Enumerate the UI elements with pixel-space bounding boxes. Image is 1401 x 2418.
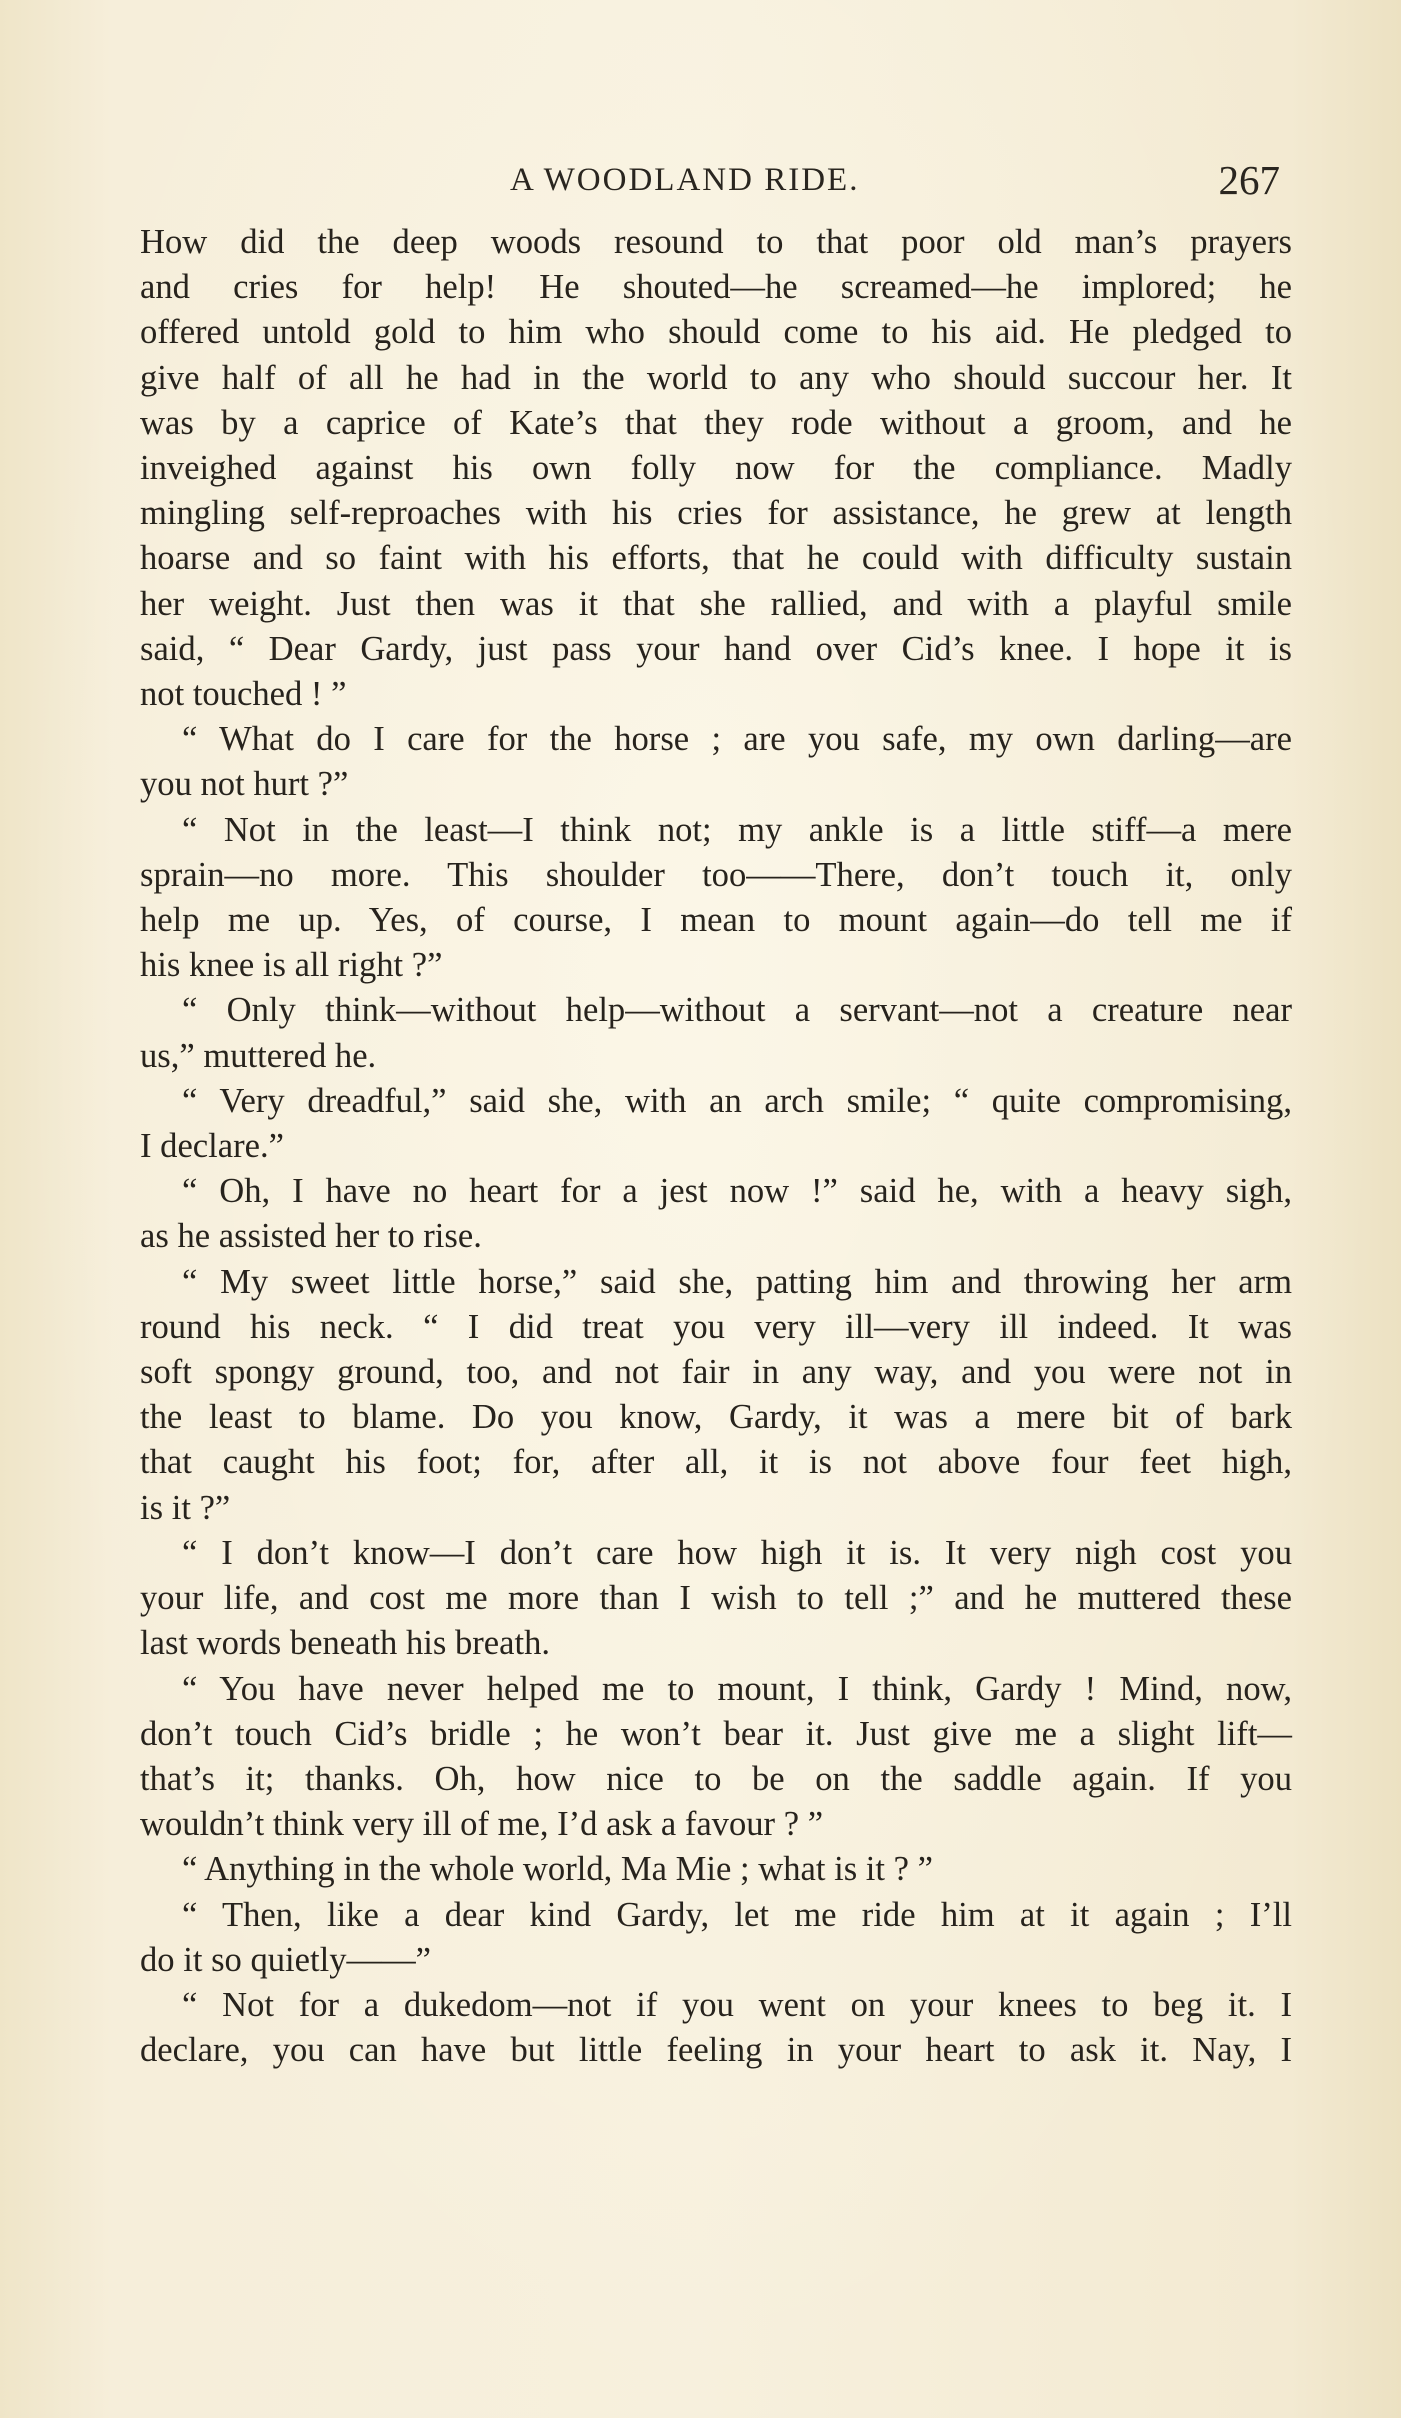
body-text — [140, 220, 1292, 2073]
text-line: “ Not in the least—I think not; my ankle is a little stiff—a mere — [182, 810, 1292, 849]
paragraph — [140, 1079, 1292, 1169]
paragraph — [140, 1169, 1292, 1259]
text-line: is it ?” — [140, 1488, 231, 1527]
text-line: “ My sweet little horse,” said she, patting him and throwing her arm — [182, 1262, 1292, 1301]
text-line: offered untold gold to him who should come to his aid. He pledged to — [140, 313, 1292, 352]
text-line: the least to blame. Do you know, Gardy, it was a mere bit of bark — [140, 1398, 1292, 1437]
text-line: hoarse and so faint with his efforts, that he could with difficulty sustain — [140, 539, 1292, 578]
text-line: us,” muttered he. — [140, 1036, 377, 1075]
text-line: that caught his foot; for, after all, it is not above four feet high, — [140, 1443, 1292, 1482]
text-line: not touched ! ” — [140, 675, 347, 714]
text-line: do it so quietly——” — [140, 1940, 432, 1979]
text-line: soft spongy ground, too, and not fair in any way, and you were not in — [140, 1353, 1292, 1392]
text-line: “ Only think—without help—without a servant—not a creature near — [182, 991, 1292, 1030]
text-line: her weight. Just then was it that she rallied, and with a playful smile — [140, 584, 1292, 623]
text-line: “ Very dreadful,” said she, with an arch smile; “ quite compromising, — [182, 1081, 1292, 1120]
text-line: as he assisted her to rise. — [140, 1217, 482, 1256]
text-line: give half of all he had in the world to any who should succour her. It — [140, 358, 1292, 397]
text-line: “ You have never helped me to mount, I think, Gardy ! Mind, now, — [182, 1669, 1292, 1708]
text-line: that’s it; thanks. Oh, how nice to be on the saddle again. If you — [140, 1759, 1292, 1798]
text-line: help me up. Yes, of course, I mean to mount again—do tell me if — [140, 901, 1292, 940]
text-line: your life, and cost me more than I wish to tell ;” and he muttered these — [140, 1579, 1292, 1618]
paragraph — [140, 988, 1292, 1078]
text-line: “ Oh, I have no heart for a jest now !” said he, with a heavy sigh, — [182, 1172, 1292, 1211]
paragraph — [140, 1983, 1292, 2073]
paragraph — [140, 808, 1292, 989]
paragraph — [140, 1531, 1292, 1667]
text-line: “ Anything in the whole world, Ma Mie ; what is it ? ” — [182, 1850, 933, 1889]
paragraph — [140, 220, 1292, 717]
running-title: A WOODLAND RIDE. — [510, 162, 860, 198]
text-line: don’t touch Cid’s bridle ; he won’t bear it. Just give me a slight lift— — [140, 1714, 1292, 1753]
paragraph — [140, 1260, 1292, 1531]
text-line: mingling self-reproaches with his cries for assistance, he grew at length — [140, 494, 1292, 533]
page-header — [510, 150, 1280, 210]
text-line: declare, you can have but little feeling in your heart to ask it. Nay, I — [140, 2031, 1292, 2070]
text-line: and cries for help! He shouted—he screamed—he implored; he — [140, 268, 1292, 307]
paragraph — [140, 1667, 1292, 1848]
paragraph — [140, 1893, 1292, 1983]
text-line: last words beneath his breath. — [140, 1624, 551, 1663]
text-line: “ I don’t know—I don’t care how high it is. It very nigh cost you — [182, 1533, 1292, 1572]
paragraph — [140, 717, 1292, 807]
text-line: How did the deep woods resound to that poor old man’s prayers — [140, 223, 1292, 261]
text-line: sprain—no more. This shoulder too——There, don’t touch it, only — [140, 855, 1292, 894]
text-line: you not hurt ?” — [140, 765, 349, 804]
text-line: said, “ Dear Gardy, just pass your hand over Cid’s knee. I hope it is — [140, 629, 1292, 668]
text-line: I declare.” — [140, 1127, 284, 1166]
text-line: round his neck. “ I did treat you very ill—very ill indeed. It was — [140, 1307, 1292, 1346]
text-line: was by a caprice of Kate’s that they rode without a groom, and he — [140, 403, 1292, 442]
text-line: “ Not for a dukedom—not if you went on your knees to beg it. I — [182, 1985, 1292, 2024]
text-line: “ Then, like a dear kind Gardy, let me ride him at it again ; I’ll — [182, 1895, 1292, 1934]
text-line: inveighed against his own folly now for the compliance. Madly — [140, 449, 1292, 488]
text-line: “ What do I care for the horse ; are you safe, my own darling—are — [182, 720, 1292, 759]
text-line: his knee is all right ?” — [140, 946, 443, 985]
page-number: 267 — [1218, 157, 1280, 203]
text-line: wouldn’t think very ill of me, I’d ask a favour ? ” — [140, 1805, 824, 1844]
paragraph — [140, 1847, 1292, 1892]
